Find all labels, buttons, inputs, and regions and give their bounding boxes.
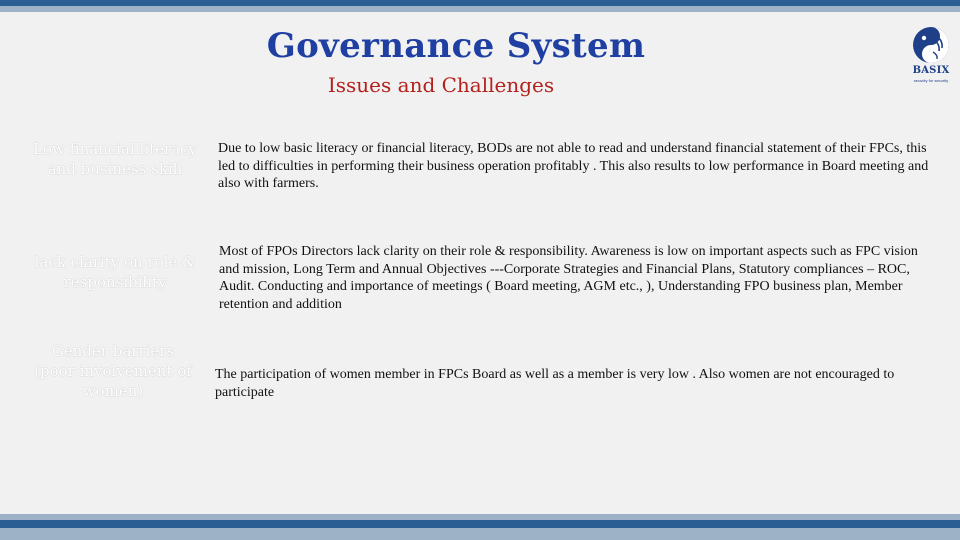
issue-description-financial-literacy: Due to low basic literacy or financial literacy, BODs are not able to read and understand financial statement of their FPCs, this led to difficulties in performing their business operation profitably . This also results to low performance in Board meeting and also with farmers. [218, 141, 929, 191]
basix-logo [906, 26, 956, 88]
issue-description-role-clarity: Most of FPOs Directors lack clarity on their role & responsibility. Awareness is low on important aspects such as FPC vision and mission, Long Term and Annual Objectives ---Corporate Strategies and Financial Plans, Statutory compliances – ROC, Audit. Conducting and importance of meetings ( Board meeting, AGM etc., ), Understanding FPO business plan, Member retention and addition [219, 244, 918, 312]
logo-name: BASIX [912, 65, 950, 76]
issue-label-gender-barriers: Gender barriers (poor involvement of women) [34, 342, 192, 400]
slide-title: Governance System [266, 26, 646, 66]
issue-label-role-clarity: lack clarity on role & responsibility [34, 253, 196, 291]
issue-description-gender-barriers: The participation of women member in FPCs Board as well as a member is very low . Also women are not encouraged to participate [215, 367, 895, 400]
logo-tagline: security for security [913, 78, 949, 83]
bottom-band-dark [0, 520, 960, 528]
slide-subtitle: Issues and Challenges [327, 73, 555, 97]
bottom-band-light-lower [0, 528, 960, 540]
issue-label-financial-literacy: Low financial literacy and business skill [32, 140, 198, 178]
basix-logo-icon [912, 26, 950, 64]
